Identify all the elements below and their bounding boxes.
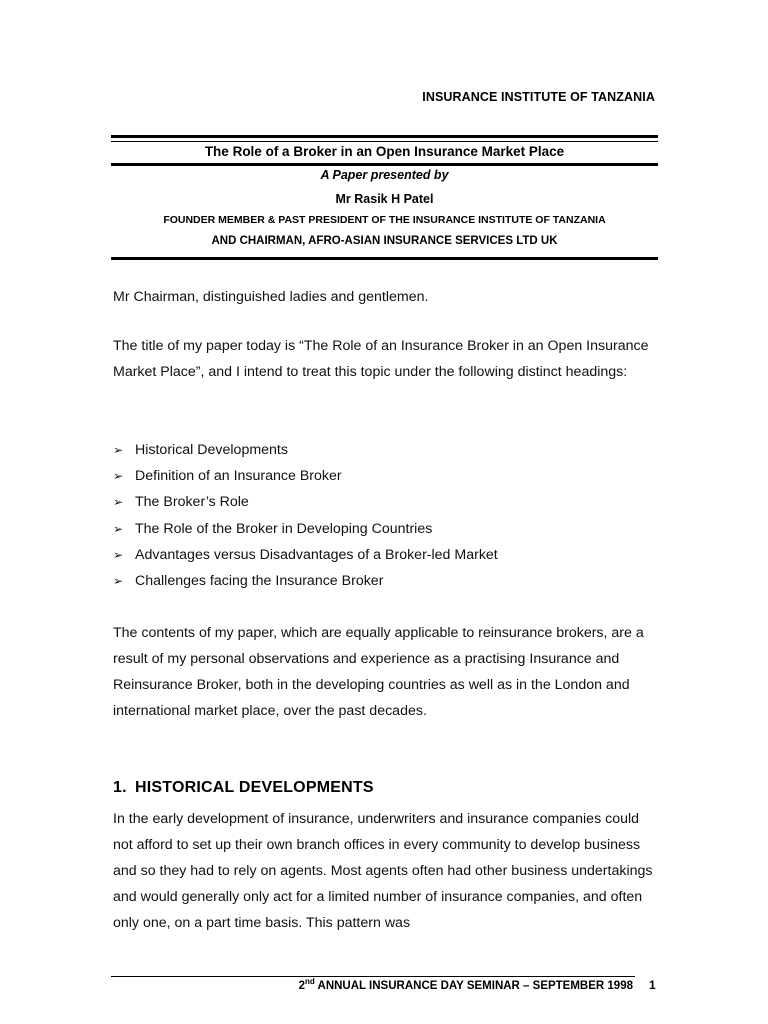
intro-paragraph: The title of my paper today is “The Role of an Insurance Broker in an Open Insurance Market Place”, and I intend to treat this topic under the following distinct headings: [113, 338, 649, 380]
list-item [113, 516, 658, 542]
contents-paragraph: The contents of my paper, which are equally applicable to reinsurance brokers, are a result of my personal observations and experience as a practising Insurance and Reinsurance Broker, both in the developing countries as well as in the London and international market place, over the past decades. [113, 625, 644, 719]
list-item-text: Definition of an Insurance Broker [135, 468, 342, 485]
page-number: 1 [649, 978, 656, 992]
footer-rule [111, 976, 635, 977]
institute-header: INSURANCE INSTITUTE OF TANZANIA [422, 90, 655, 104]
author-name: Mr Rasik H Patel [335, 192, 434, 206]
author-chairman-line: AND CHAIRMAN, AFRO-ASIAN INSURANCE SERVICES LTD UK [211, 235, 558, 247]
list-item [113, 489, 658, 515]
title-block-bottom-rule [111, 257, 658, 260]
headings-list [113, 437, 658, 594]
title-bottom-rule [111, 163, 658, 166]
list-item [113, 542, 658, 568]
list-item [113, 437, 658, 463]
arrow-bullet-icon: ➢ [113, 574, 124, 589]
arrow-bullet-icon: ➢ [113, 495, 124, 510]
presented-by: A Paper presented by [320, 168, 449, 182]
list-item-text: Historical Developments [135, 442, 288, 458]
section-heading [113, 779, 374, 797]
title-top-rule-thin [111, 141, 658, 142]
paper-title: The Role of a Broker in an Open Insurance Market Place [204, 144, 565, 159]
arrow-bullet-icon: ➢ [113, 547, 124, 562]
list-item [113, 568, 658, 594]
list-item [113, 463, 658, 489]
section-number: 1. [113, 779, 127, 796]
list-item-text: The Broker’s Role [135, 494, 249, 511]
list-item-text: The Role of the Broker in Developing Countries [135, 520, 433, 537]
list-item-text: Advantages versus Disadvantages of a Broker-led Market [135, 546, 498, 563]
title-top-rule [111, 135, 658, 138]
footer-seminar [298, 977, 633, 992]
list-item-text: Challenges facing the Insurance Broker [135, 573, 384, 590]
arrow-bullet-icon: ➢ [113, 469, 124, 484]
arrow-bullet-icon: ➢ [113, 443, 124, 457]
salutation: Mr Chairman, distinguished ladies and gentlemen. [113, 289, 429, 305]
section-paragraph: In the early development of insurance, underwriters and insurance companies could not afford to set up their own branch offices in every community to develop business and so they had to rely on agents. Most agents often had other business undertakings and would generally only act for a limited number of insurance companies, and often only one, on a part time basis. This pattern was [113, 811, 653, 931]
arrow-bullet-icon: ➢ [113, 521, 124, 536]
section-title: HISTORICAL DEVELOPMENTS [135, 779, 374, 796]
footer-seminar-text: ANNUAL INSURANCE DAY SEMINAR – SEPTEMBER 1998 [314, 980, 633, 992]
footer-ordinal: 2 [298, 980, 305, 992]
footer-ordinal-suffix: nd [304, 977, 315, 987]
author-founder-line: FOUNDER MEMBER & PAST PRESIDENT OF THE INSURANCE INSTITUTE OF TANZANIA [163, 214, 606, 226]
